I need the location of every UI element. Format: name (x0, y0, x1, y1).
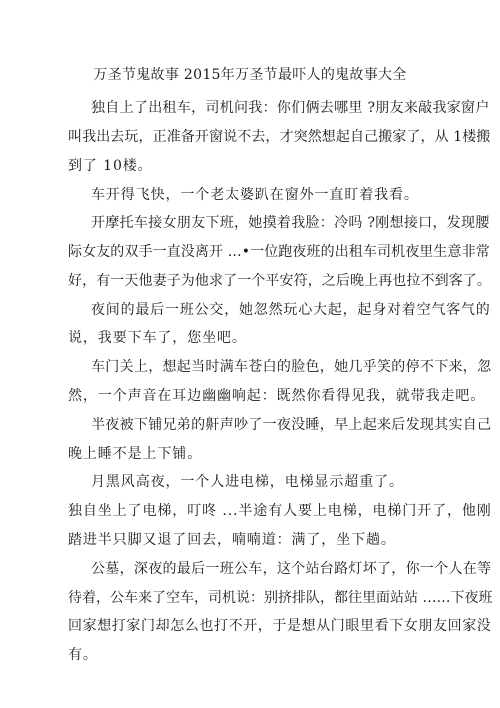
document-title: 万圣节鬼故事 2015年万圣节最吓人的鬼故事大全 (93, 67, 407, 83)
paragraph-line: 到了 10楼。 (68, 158, 153, 174)
paragraph-line: 踏进半只脚又退了回去，喃喃道：满了，坐下趟。 (68, 532, 396, 548)
paragraph-line: 晚上睡不是上下铺。 (68, 446, 203, 462)
paragraph-line: 半夜被下铺兄弟的鼾声吵了一夜没睡，早上起来后发现其实自己 (91, 417, 492, 433)
paragraph-line: 开摩托车接女朋友下班，她摸着我脸：冷吗 ?刚想接口，发现腰 (91, 215, 490, 231)
paragraph-line: 独自坐上了电梯，叮咚 ...半途有人要上电梯，电梯门开了，他刚 (68, 503, 492, 519)
paragraph-line: 然，一个声音在耳边幽幽响起：既然你看得见我，就带我走吧。 (68, 388, 486, 404)
paragraph-line: 叫我出去玩，正准备开窗说不去，才突然想起自己搬家了，从 1楼搬 (68, 129, 491, 145)
paragraph-line: 独自上了出租车，司机问我：你们俩去哪里 ?朋友来敲我家窗户 (91, 100, 490, 116)
paragraph-line: 夜间的最后一班公交，她忽然玩心大起，起身对着空气客气的 (91, 302, 491, 318)
paragraph-line: 际女友的双手一直没离开 …•一位跑夜班的出租车司机夜里生意非常 (68, 244, 490, 260)
paragraph-line: 待着，公车来了空车，司机说：别挤排队，都往里面站站 ……下夜班 (68, 590, 493, 606)
paragraph-line: 回家想打家门却怎么也打不开，于是想从门眼里看下女朋友回家没 (68, 618, 492, 634)
paragraph-line: 说，我要下车了，您坐吧。 (68, 330, 247, 346)
paragraph-line: 好，有一天他妻子为他求了一个平安符，之后晚上再也拉不到客了。 (68, 273, 491, 289)
paragraph-line: 车门关上，想起当时满车苍白的脸色，她几乎笑的停不下来，忽 (91, 359, 492, 375)
paragraph-line: 公墓，深夜的最后一班公车，这个站台路灯坏了，你一个人在等 (91, 561, 492, 577)
paragraph-line: 车开得飞快，一个老太婆趴在窗外一直盯着我看。 (91, 187, 419, 203)
paragraph-line: 有。 (68, 647, 98, 663)
paragraph-line: 月黑风高夜，一个人进电梯，电梯显示超重了。 (91, 474, 404, 490)
